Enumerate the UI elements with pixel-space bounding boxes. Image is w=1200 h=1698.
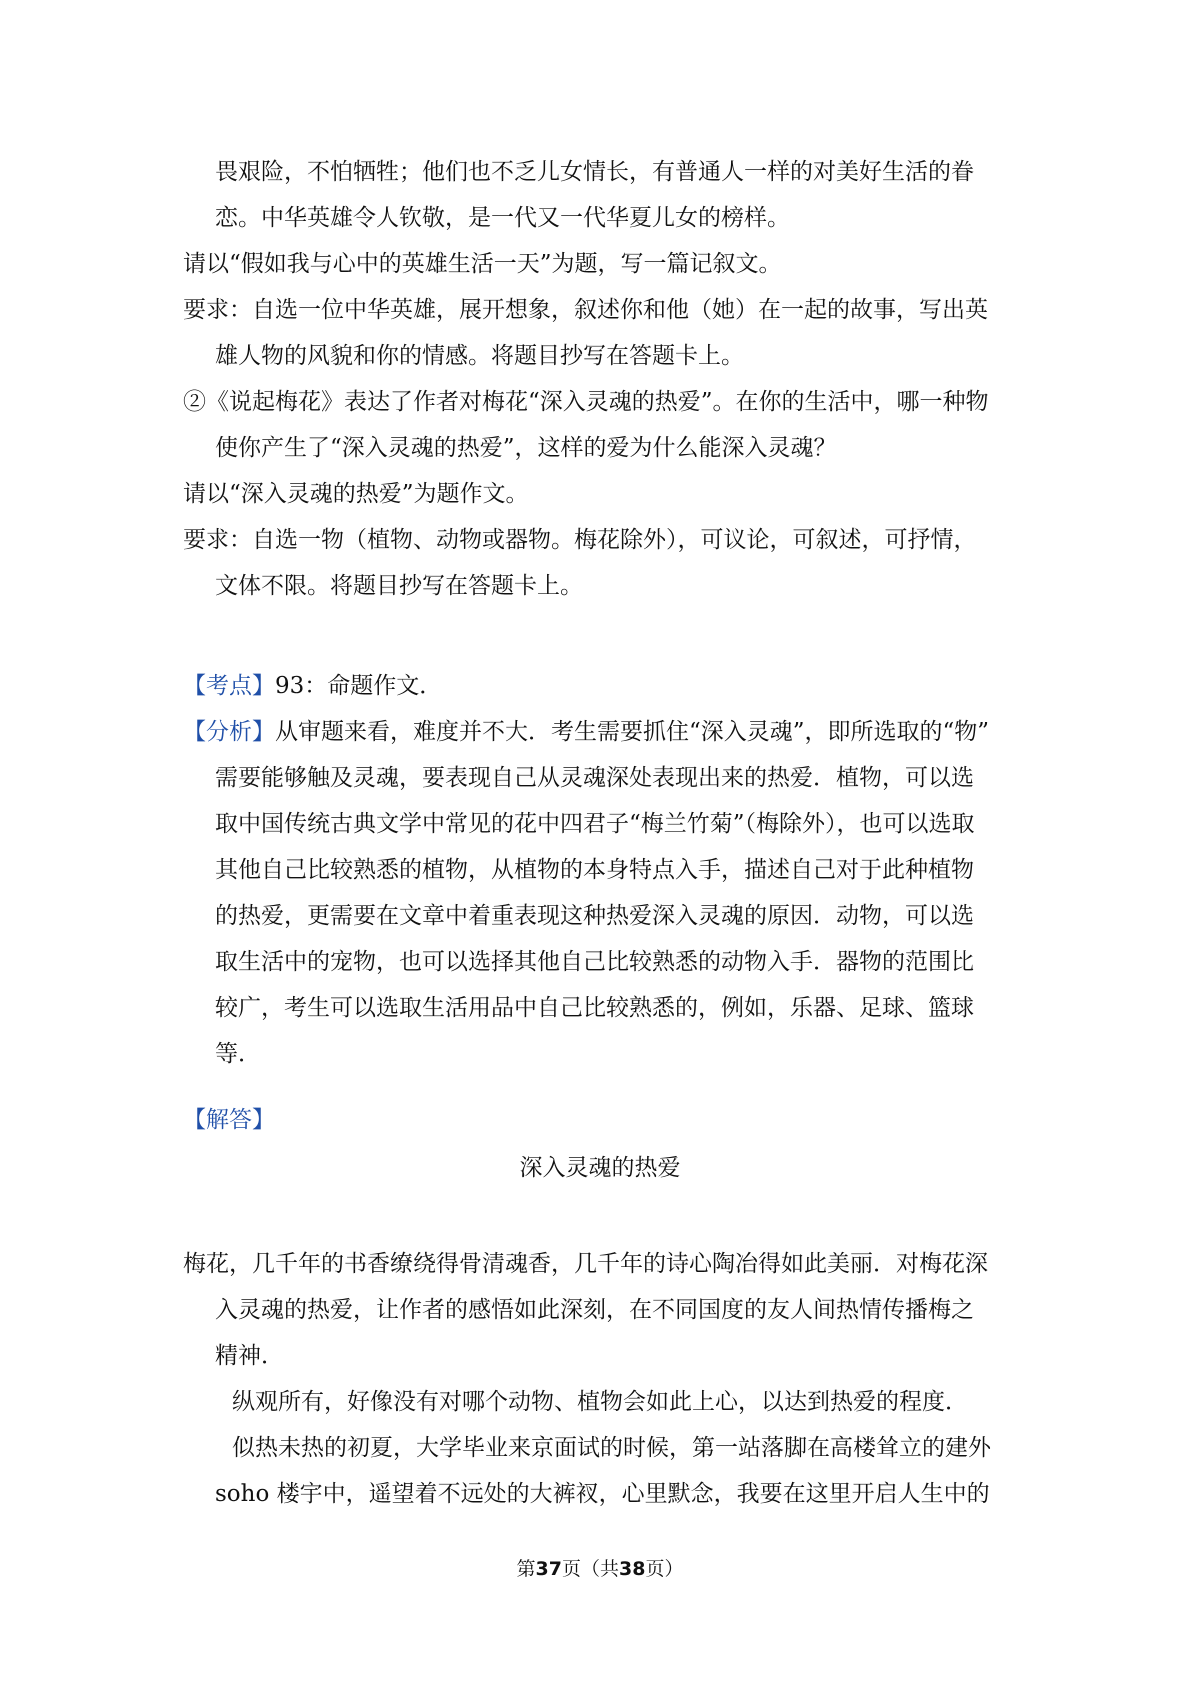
footer-prefix: 第 (516, 1558, 536, 1580)
fenxi-line: 等． (215, 1041, 261, 1067)
essay-line: soho 楼宇中，遥望着不远处的大裤衩，心里默念，我要在这里开启人生中的 (215, 1481, 990, 1507)
fenxi-text: 从审题来看，难度并不大．考生需要抓住“深入灵魂”，即所选取的“物” (275, 719, 990, 745)
kaodian-line (183, 670, 442, 702)
prompt2-title: 请以“深入灵魂的热爱”为题作文。 (183, 481, 529, 507)
fenxi-line: 需要能够触及灵魂，要表现自己从灵魂深处表现出来的热爱．植物，可以选 (215, 765, 974, 791)
prompt1-title: 请以“假如我与心中的英雄生活一天”为题，写一篇记叙文。 (183, 251, 782, 277)
essay-title: 深入灵魂的热爱 (519, 1155, 681, 1181)
fenxi-line: 较广，考生可以选取生活用品中自己比较熟悉的，例如，乐器、足球、篮球 (215, 995, 974, 1021)
fenxi-line: 其他自己比较熟悉的植物，从植物的本身特点入手，描述自己对于此种植物 (215, 857, 974, 883)
prompt1-requirement: 雄人物的风貌和你的情感。将题目抄写在答题卡上。 (215, 343, 744, 369)
essay-line: 精神． (215, 1343, 284, 1369)
footer-suffix: 页） (645, 1558, 684, 1580)
passage-line: 恋。中华英雄令人钦敬，是一代又一代华夏儿女的榜样。 (215, 205, 790, 231)
jieda-label: 【解答】 (183, 1107, 275, 1133)
prompt2-requirement: 要求：自选一物（植物、动物或器物。梅花除外），可议论，可叙述，可抒情， (183, 527, 977, 553)
fenxi-line: 取生活中的宠物，也可以选择其他自己比较熟悉的动物入手．器物的范围比 (215, 949, 974, 975)
prompt2-requirement: 文体不限。将题目抄写在答题卡上。 (215, 573, 583, 599)
fenxi-line: 的热爱，更需要在文章中着重表现这种热爱深入灵魂的原因．动物，可以选 (215, 903, 974, 929)
kaodian-text: 93：命题作文． (275, 673, 443, 699)
fenxi-line: 取中国传统古典文学中常见的花中四君子“梅兰竹菊”（梅除外），也可以选取 (215, 811, 975, 837)
essay-line: 梅花，几千年的书香缭绕得骨清魂香，几千年的诗心陶冶得如此美丽．对梅花深 (183, 1251, 988, 1277)
essay-line: 纵观所有，好像没有对哪个动物、植物会如此上心，以达到热爱的程度． (232, 1389, 968, 1415)
prompt2-intro: 使你产生了“深入灵魂的热爱”，这样的爱为什么能深入灵魂？ (215, 435, 837, 461)
fenxi-label: 【分析】 (183, 719, 275, 745)
essay-line: 似热未热的初夏，大学毕业来京面试的时候，第一站落脚在高楼耸立的建外 (232, 1435, 991, 1461)
passage-line: 畏艰险，不怕牺牲；他们也不乏儿女情长，有普通人一样的对美好生活的眷 (215, 159, 974, 185)
prompt2-intro: ②《说起梅花》表达了作者对梅花“深入灵魂的热爱”。在你的生活中，哪一种物 (183, 389, 989, 415)
page-footer (0, 1556, 1200, 1582)
prompt1-requirement: 要求：自选一位中华英雄，展开想象，叙述你和他（她）在一起的故事，写出英 (183, 297, 988, 323)
essay-line: 入灵魂的热爱，让作者的感悟如此深刻，在不同国度的友人间热情传播梅之 (215, 1297, 974, 1323)
kaodian-label: 【考点】 (183, 673, 275, 699)
footer-total-pages: 38 (619, 1558, 646, 1580)
footer-page-number: 37 (535, 1558, 562, 1580)
fenxi-line (183, 716, 989, 748)
footer-middle: 页（共 (561, 1558, 619, 1580)
